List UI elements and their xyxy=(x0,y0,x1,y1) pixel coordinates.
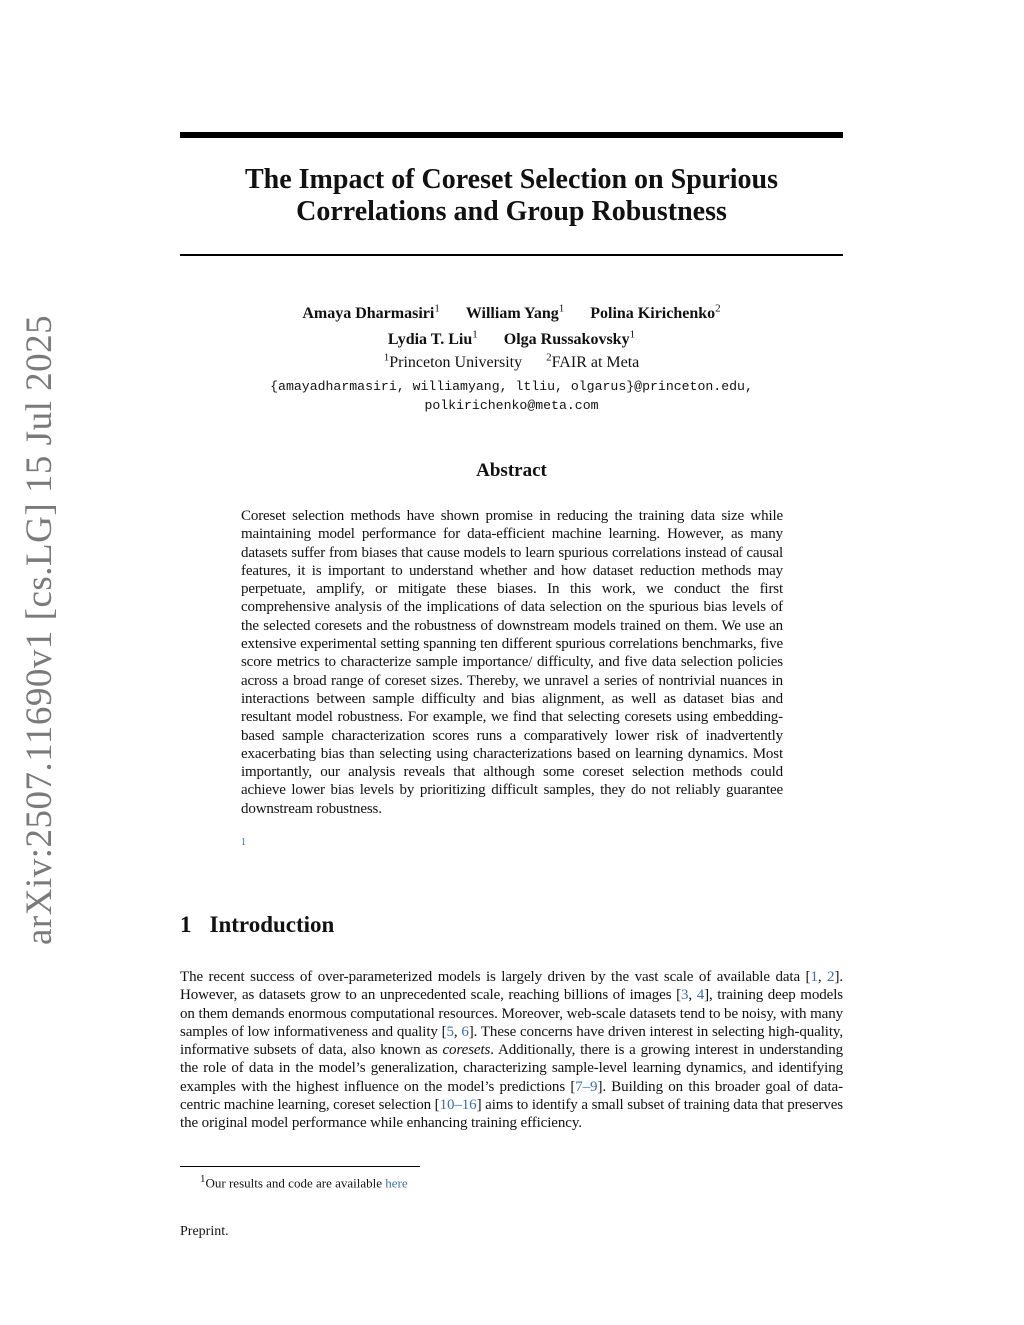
citation-link[interactable]: 7–9 xyxy=(575,1078,598,1095)
introduction-paragraph: The recent success of over-parameterized models is largely driven by the vast scale of available data [1, 2]. However, as datasets grow to an unprecedented scale, reaching billions of images [3, 4], training deep models on them demands enormous computational resources. Moreover, web-scale datasets tend to be noisy, with many samples of low informativeness and quality [5, 6]. These concerns have driven interest in selecting high-quality, informative subsets of data, also known as coresets. Additionally, there is a growing interest in understanding the role of data in the model’s generalization, characterizing sample-level learning dynamics, and identifying examples with the highest influence on the model’s predictions [7–9]. Building on this broader goal of data-centric machine learning, coreset selection [10–16] aims to identify a small subset of training data that preserves the original model performance while enhancing training efficiency. xyxy=(180,969,844,1132)
citation-link[interactable]: 6 xyxy=(461,1023,469,1040)
abstract-footnote-link[interactable]: 1 xyxy=(241,837,246,848)
code-link[interactable]: here xyxy=(385,1175,408,1191)
footnote xyxy=(200,1170,408,1192)
footnote-text: Our results and code are available xyxy=(205,1175,386,1191)
author: Olga Russakovsky$^1$ xyxy=(503,328,636,348)
author: Polina Kirichenko$^2$ xyxy=(590,303,721,323)
email-line-2: polkirichenko@meta.com xyxy=(424,398,599,413)
abstract-text: Coreset selection methods have shown promise in reducing the training data size while maintaining model performance for data-efficient machine learning. However, as many datasets suffer from biases that cause models to learn spurious correlations instead of causal features, it is important to understand whether and how dataset reduction methods may perpetuate, amplify, or mitigate these biases. In this work, we conduct the first comprehensive analysis of the implications of data selection on the spurious bias levels of the selected coresets and the robustness of downstream models trained on them. We use an extensive experimental setting spanning ten different spurious correlations benchmarks, five score metrics to characterize sample importance/ difficulty, and five data selection policies across a broad range of coreset sizes. Thereby, we unravel a series of nontrivial nuances in interactions between sample difficulty and bias alignment, as well as dataset bias and resultant model robustness. For example, we find that selecting coresets using embedding-based sample characterization scores runs a comparatively lower risk of inadvertently exacerbating bias than selecting using characterizations based on learning dynamics. Most importantly, our analysis reveals that although some coreset selection methods could achieve lower bias levels by prioritizing difficult samples, they do not reliably guarantee downstream robustness. xyxy=(241,508,783,817)
preprint-label: Preprint. xyxy=(180,1224,229,1239)
author-line-1 xyxy=(180,299,843,324)
citation-link[interactable]: 10–16 xyxy=(439,1097,477,1114)
citation-link[interactable]: 4 xyxy=(696,987,705,1004)
arxiv-side-identifier: arXiv:2507.11690v1 [cs.LG] 15 Jul 2025 xyxy=(19,314,60,945)
affiliation: $^2$FAIR at Meta xyxy=(546,352,640,372)
citation-link[interactable]: 3 xyxy=(681,987,689,1004)
affiliations xyxy=(180,348,843,373)
author-emails xyxy=(180,377,843,415)
author: William Yang$^1$ xyxy=(465,303,565,323)
citation-link[interactable]: 5 xyxy=(446,1023,454,1040)
footnote-rule xyxy=(180,1166,420,1167)
affiliation: $^1$Princeton University xyxy=(383,352,523,372)
author-list xyxy=(180,299,843,350)
section-title: Introduction xyxy=(209,912,335,937)
author: Lydia T. Liu$^1$ xyxy=(387,328,478,348)
citation-link[interactable]: 1 xyxy=(810,969,818,985)
title-line-2: Correlations and Group Robustness xyxy=(296,196,727,227)
abstract-heading: Abstract xyxy=(476,460,547,481)
title-line-1: The Impact of Coreset Selection on Spurious xyxy=(244,164,779,195)
title-rule-bottom xyxy=(180,254,843,256)
emphasis-coresets: coresets xyxy=(442,1042,491,1059)
section-heading-introduction xyxy=(180,912,334,938)
paper-title xyxy=(180,164,843,228)
email-line-1: {amayadharmasiri, williamyang, ltliu, olgarus}@princeton.edu, xyxy=(270,379,753,394)
footnote-mark: 1 xyxy=(200,1173,206,1185)
title-rule-top xyxy=(180,132,843,138)
section-number: 1 xyxy=(180,912,192,937)
citation-link[interactable]: 2 xyxy=(827,969,835,985)
author: Amaya Dharmasiri$^1$ xyxy=(302,303,440,323)
author-line-2 xyxy=(180,324,843,349)
